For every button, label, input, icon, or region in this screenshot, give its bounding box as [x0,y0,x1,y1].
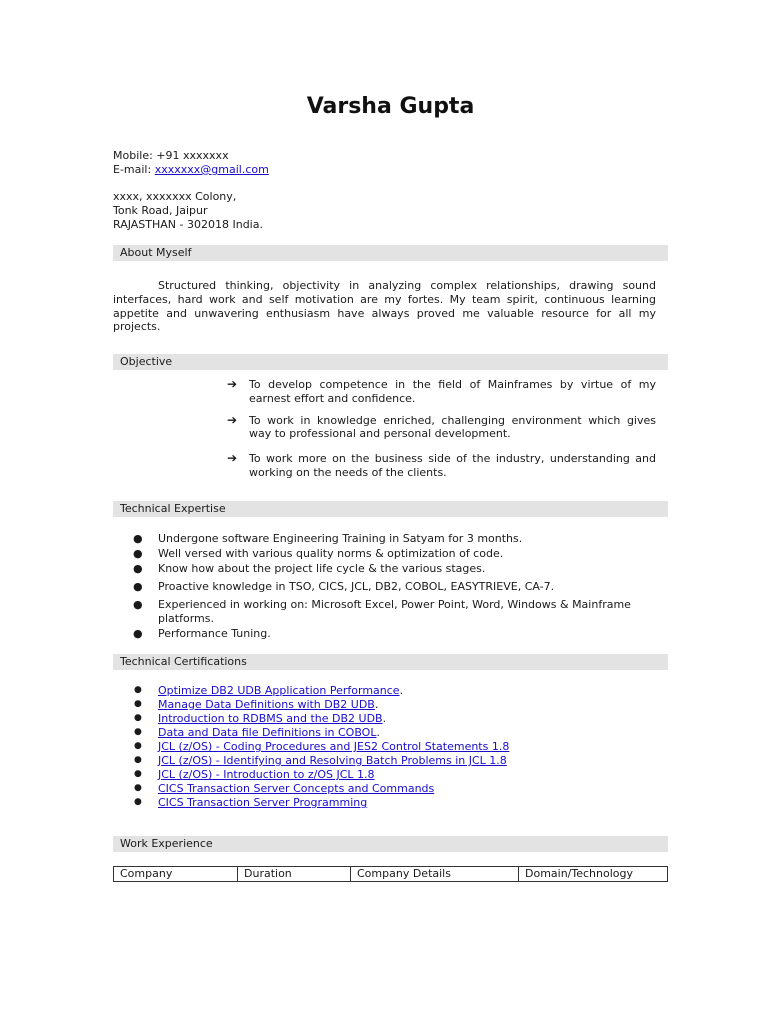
column-header-duration: Duration [238,867,351,882]
arrow-bullet-icon: ➔ [227,412,238,427]
work-experience-table [113,866,668,882]
bullet-icon: ● [133,547,143,560]
mobile-line [113,149,269,163]
technical-expertise-list [133,532,673,641]
certification-suffix: . [382,712,387,725]
address-line-2: Tonk Road, Jaipur [113,204,208,217]
address-block [113,190,263,232]
objective-item [227,378,656,406]
bullet-icon: ● [133,562,143,575]
certification-suffix: . [399,684,404,697]
certification-link[interactable]: Optimize DB2 UDB Application Performance [158,684,400,697]
bullet-icon: ● [134,797,142,807]
bullet-icon: ● [134,713,142,723]
objective-item [227,452,656,480]
objective-section-header: Objective [113,354,668,370]
expertise-item [133,547,673,561]
email-line [113,163,269,177]
certification-item [133,782,673,796]
certification-item [133,740,673,754]
work-experience-section-header: Work Experience [113,836,668,852]
certification-item [133,726,673,740]
column-header-company-details: Company Details [351,867,519,882]
about-paragraph: Structured thinking, objectivity in analyzing complex relationships, drawing sound interfaces, hard work and self motivation are my fortes. My team spirit, continuous learning appetite and unwavering enthusiasm have always proved me valuable resource for all my projects. [113,279,656,334]
bullet-icon: ● [134,685,142,695]
mobile-number: +91 xxxxxxx [156,149,229,162]
certification-item [133,712,673,726]
bullet-icon: ● [134,727,142,737]
objective-text: To work in knowledge enriched, challenging environment which gives way to professional and personal development. [249,413,656,441]
bullet-icon: ● [134,769,142,779]
bullet-icon: ● [134,741,142,751]
expertise-item [133,532,673,546]
contact-block [113,149,269,177]
certification-link[interactable]: JCL (z/OS) - Introduction to z/OS JCL 1.8 [158,768,375,781]
certification-link[interactable]: JCL (z/OS) - Identifying and Resolving Batch Problems in JCL 1.8 [158,754,507,767]
certification-suffix: . [376,726,380,739]
certifications-list [133,684,673,810]
objective-item [227,414,656,442]
certification-link[interactable]: Manage Data Definitions with DB2 UDB [158,698,375,711]
certification-link[interactable]: CICS Transaction Server Programming [158,796,368,809]
arrow-bullet-icon: ➔ [227,451,238,466]
certification-suffix: . [374,698,379,711]
certification-item [133,768,673,782]
certification-link[interactable]: CICS Transaction Server Concepts and Commands [158,782,435,795]
bullet-icon: ● [133,598,143,611]
certifications-section-header: Technical Certifications [113,654,668,670]
certification-item [133,754,673,768]
expertise-item [133,562,673,576]
bullet-icon: ● [133,580,143,593]
expertise-item [133,627,673,641]
certification-item [133,698,673,712]
certification-link[interactable]: JCL (z/OS) - Coding Procedures and JES2 Control Statements 1.8 [158,740,510,753]
objective-text: To develop competence in the field of Mainframes by virtue of my earnest effort and confidence. [249,378,656,405]
address-line-1: xxxx, xxxxxxx Colony, [113,190,237,203]
about-section-header: About Myself [113,245,668,261]
bullet-icon: ● [134,699,142,709]
expertise-text: Undergone software Engineering Training in Satyam for 3 months. [158,532,523,545]
expertise-item [133,598,673,626]
expertise-text: Experienced in working on: Microsoft Excel, Power Point, Word, Windows & Mainframe platforms. [158,598,631,625]
email-link[interactable]: xxxxxxx@gmail.com [154,163,269,176]
arrow-bullet-icon: ➔ [227,377,238,391]
expertise-item [133,580,673,594]
table-header-row [114,867,668,882]
bullet-icon: ● [133,532,143,545]
candidate-name: Varsha Gupta [306,94,475,119]
expertise-text: Know how about the project life cycle & the various stages. [158,562,486,575]
certification-link[interactable]: Data and Data file Definitions in COBOL [158,726,377,739]
expertise-text: Proactive knowledge in TSO, CICS, JCL, DB2, COBOL, EASYTRIEVE, CA-7. [158,580,555,593]
resume-page [113,0,668,1024]
mobile-label: Mobile: [113,149,157,162]
objective-text: To work more on the business side of the industry, understanding and working on the needs of the clients. [249,452,656,479]
expertise-text: Well versed with various quality norms & optimization of code. [158,547,504,560]
bullet-icon: ● [134,755,142,765]
column-header-domain-technology: Domain/Technology [519,867,668,882]
certification-item [133,684,673,698]
bullet-icon: ● [133,627,143,640]
expertise-text: Performance Tuning. [158,627,271,640]
bullet-icon: ● [134,783,142,793]
objective-list [227,378,656,480]
address-line-3: RAJASTHAN - 302018 India. [113,218,263,231]
certification-item [133,796,673,810]
certification-link[interactable]: Introduction to RDBMS and the DB2 UDB [158,712,383,725]
column-header-company: Company [114,867,238,882]
email-label: E-mail: [113,163,155,176]
technical-expertise-section-header: Technical Expertise [113,501,668,517]
